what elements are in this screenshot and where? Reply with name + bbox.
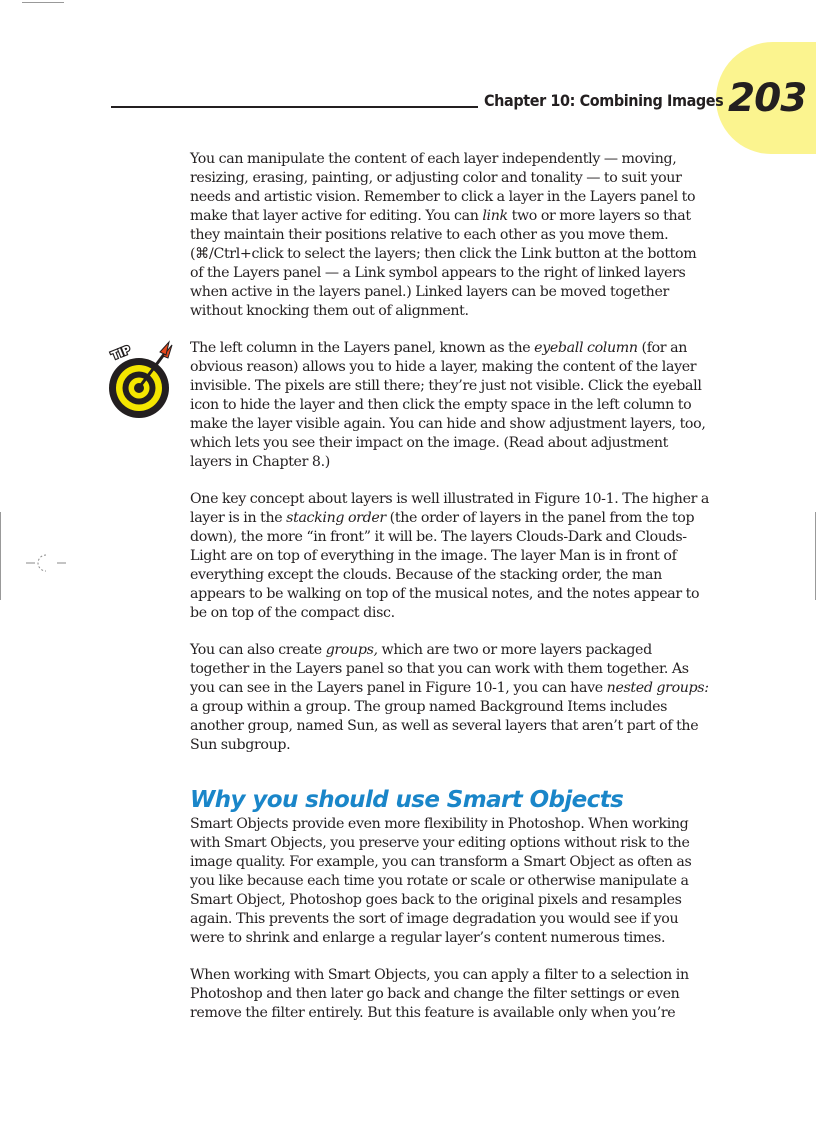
paragraph-2-tip: The left column in the Layers panel, known as the eyeball column (for an obvious reason) allows you to hide a layer, making the content of the layer invisible. The pixels are still there; they’re just not visible. Click the eyeball icon to hide the layer and then click the empty space in the left column to make the layer visible again. You can hide and show adjustment layers, too, which lets you see their impact on the image. (Read about adjustment layers in Chapter 8.) bbox=[190, 340, 706, 470]
tip-target-icon bbox=[108, 336, 174, 424]
paragraph-3: One key concept about layers is well illustrated in Figure 10-1. The higher a layer is in the stacking order (the order of layers in the panel from the top down), the more “in front” it will be. The layers Clouds-Dark and Clouds-Light are on top of everything in the image. The layer Man is in front of everything except the clouds. Because of the stacking order, the man appears to be walking on top of the musical notes, and the notes appear to be on top of the compact disc. bbox=[190, 491, 710, 621]
registration-mark-icon bbox=[26, 551, 66, 575]
crop-mark bbox=[22, 2, 64, 3]
paragraph-4: You can also create groups, which are two or more layers packaged together in the Layers panel so that you can work with them together. As you can see in the Layers panel in Figure 10-1, you can have nested groups: a group within a group. The group named Background Items includes another group, named Sun, as well as several layers that aren’t part of the Sun subgroup. bbox=[190, 642, 709, 753]
chapter-title: Chapter 10: Combining Images bbox=[484, 91, 724, 110]
section-heading: Why you should use Smart Objects bbox=[190, 787, 624, 813]
paragraph-5: Smart Objects provide even more flexibility in Photoshop. When working with Smart Objects, you preserve your editing options without risk to the image quality. For example, you can transform a Smart Object as often as you like because each time you rotate or scale or otherwise manipulate a Smart Object, Photoshop goes back to the original pixels and resamples again. This prevents the sort of image degradation you would see if you were to shrink and enlarge a regular layer’s content numerous times. bbox=[190, 816, 692, 946]
tip-label: TIP bbox=[109, 343, 133, 363]
header-rule bbox=[111, 106, 478, 108]
paragraph-1: You can manipulate the content of each layer independently — moving, resizing, erasing, painting, or adjusting color and tonality — to suit your needs and artistic vision. Remember to click a layer in the Layers panel to make that layer active for editing. You can link two or more layers so that they maintain their positions relative to each other as you move them. (⌘/Ctrl+click to select the layers; then click the Link button at the bottom of the Layers panel — a Link symbol appears to the right of linked layers when active in the layers panel.) Linked layers can be moved together without knocking them out of alignment. bbox=[190, 151, 697, 319]
page-number: 203 bbox=[728, 76, 807, 121]
margin-rule-left bbox=[0, 512, 1, 600]
paragraph-6: When working with Smart Objects, you can apply a filter to a selection in Photoshop and then later go back and change the filter settings or even remove the filter entirely. But this feature is available only when you’re bbox=[190, 967, 689, 1021]
body-text-column bbox=[190, 150, 713, 1041]
